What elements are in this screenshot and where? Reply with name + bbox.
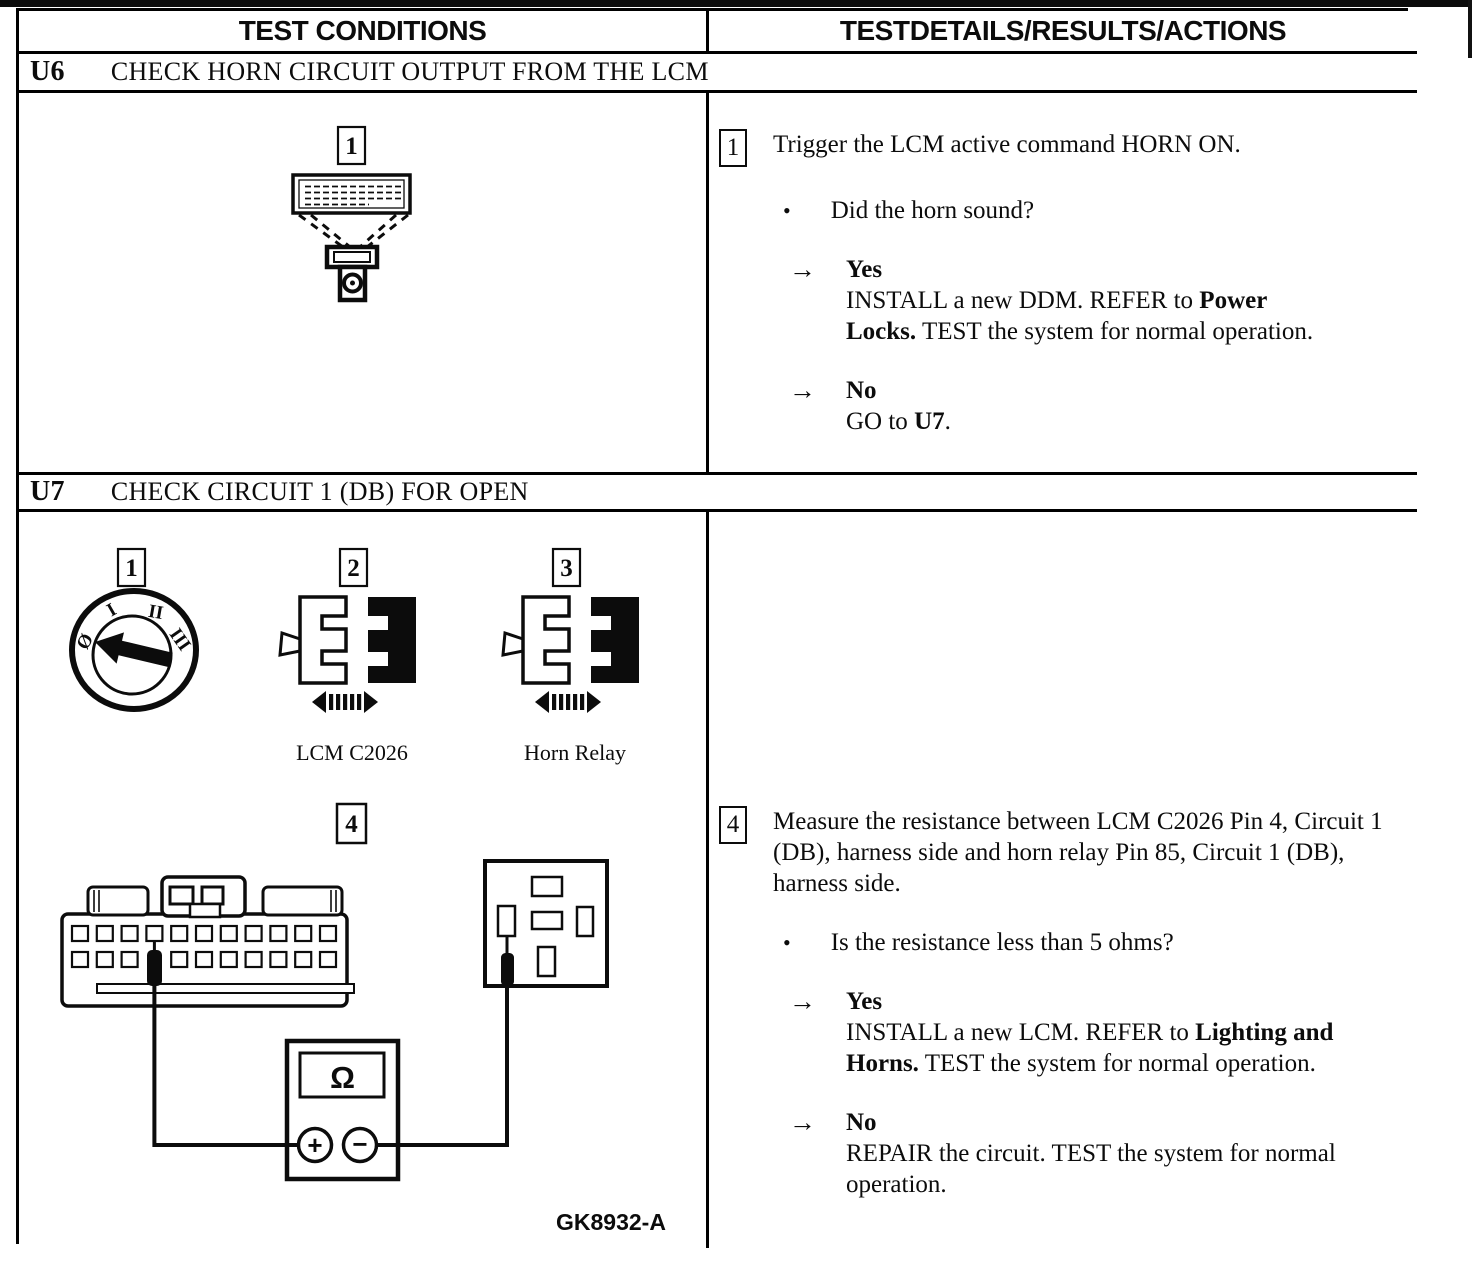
- u6-step-1-row: [719, 129, 1417, 167]
- arrow-icon: →: [789, 375, 816, 405]
- header-test-details-label: TEST DETAILS/RESULTS/ACTIONS: [839, 15, 1287, 46]
- ignition-position-start: III: [164, 624, 195, 655]
- u7-question-text: Is the resistance less than 5 ohms?: [830, 929, 1174, 956]
- u7-no-body: [846, 1107, 1338, 1200]
- ignition-position-run: II: [146, 600, 165, 625]
- test-probe-icon: [147, 950, 162, 986]
- arrow-icon: →: [789, 254, 816, 284]
- u6-yes-label: Yes: [846, 256, 883, 283]
- pinpoint-test-table: [16, 8, 1408, 1244]
- horn-relay-connector-icon: [503, 597, 639, 713]
- meter-lead-left: [154, 984, 300, 1145]
- u7-yes-action-post: TEST the system for normal operation.: [918, 1050, 1316, 1077]
- ignition-pointer-arrow: [95, 632, 173, 667]
- scan-edge-artifact-top: [0, 0, 1472, 7]
- u7-no-action-pre: REPAIR the circuit. TEST the system for normal operation.: [846, 1140, 1336, 1198]
- u6-step-1-number-box: [719, 129, 747, 167]
- callout-3-number: 3: [560, 555, 573, 582]
- test-probe-icon: [501, 953, 514, 986]
- horn-icon: [327, 247, 377, 300]
- u7-actions-cell: [709, 512, 1417, 1248]
- arrow-icon: →: [789, 1107, 816, 1137]
- u6-no-label: No: [846, 377, 877, 404]
- u6-no-action-pre: GO to: [846, 408, 915, 435]
- u7-step-id: U7: [30, 476, 65, 507]
- u6-yes-body: [846, 254, 1338, 347]
- u7-step-4-instruction: Measure the resistance between LCM C2026 Pin 4, Circuit 1 (DB), harness side and horn relay Pin 85, Circuit 1 (DB), harness side.: [773, 808, 1383, 897]
- u7-yes-action-pre: INSTALL a new LCM. REFER to: [846, 1019, 1196, 1046]
- u7-yes-body: [846, 986, 1338, 1079]
- u6-no-action: [846, 406, 1338, 437]
- u7-no-action: [846, 1138, 1338, 1200]
- callout-1-number: 1: [125, 555, 138, 582]
- u7-no-branch: [789, 1107, 1417, 1200]
- projection-dashes: [299, 215, 408, 247]
- u6-step-id: U6: [30, 56, 65, 87]
- u7-step-4-number: 4: [726, 811, 740, 838]
- u6-question-row: [783, 195, 1417, 226]
- lcm-connector-icon: [280, 597, 416, 713]
- u6-no-body: [846, 375, 1338, 437]
- u6-question-text: Did the horn sound?: [830, 197, 1035, 224]
- minus-terminal-glyph: −: [352, 1129, 368, 1159]
- callout-1-number: 1: [345, 133, 358, 160]
- u7-figure-cell: [19, 512, 709, 1248]
- u7-yes-action-bold: Lighting and Horns.: [846, 1019, 1334, 1077]
- ignition-position-off: Ø: [72, 630, 99, 654]
- u7-step-title: CHECK CIRCUIT 1 (DB) FOR OPEN: [110, 477, 529, 506]
- callout-2-number: 2: [347, 555, 360, 582]
- circuit-check-figure: [19, 512, 706, 1243]
- lcm-connector-label: LCM C2026: [296, 740, 408, 765]
- u6-step-title: CHECK HORN CIRCUIT OUTPUT FROM THE LCM: [110, 57, 709, 86]
- u7-step-4-row: [719, 806, 1417, 899]
- u6-step-1-number: 1: [726, 134, 740, 161]
- ignition-position-acc: I: [103, 599, 121, 622]
- horn-label-plate: [293, 175, 410, 213]
- connector-latch: [503, 633, 523, 655]
- u6-step-1-instruction: Trigger the LCM active command HORN ON.: [773, 131, 1241, 158]
- header-test-conditions: [19, 11, 709, 51]
- u6-yes-action-bold: Power Locks.: [846, 287, 1267, 345]
- u6-title-row: [19, 51, 1417, 93]
- u6-yes-action: [846, 285, 1338, 347]
- u6-no-branch: [789, 375, 1417, 437]
- header-test-conditions-label: TEST CONDITIONS: [238, 15, 487, 46]
- connector-latch: [280, 633, 300, 655]
- u7-no-label: No: [846, 1109, 877, 1136]
- plus-terminal-glyph: +: [307, 1130, 323, 1160]
- u7-step-4-number-box: [719, 806, 747, 844]
- u6-yes-action-post: TEST the system for normal operation.: [916, 318, 1314, 345]
- u7-yes-action: [846, 1017, 1338, 1079]
- u7-question-row: [783, 927, 1417, 958]
- u6-yes-action-pre: INSTALL a new DDM. REFER to: [846, 287, 1200, 314]
- u6-no-action-post: .: [944, 408, 951, 435]
- u7-yes-label: Yes: [846, 988, 883, 1015]
- horn-test-figure: [19, 93, 706, 472]
- horn-relay-socket-diagram: [485, 861, 607, 986]
- ohms-symbol: Ω: [330, 1060, 355, 1095]
- horn-relay-label: Horn Relay: [523, 740, 627, 765]
- bullet-icon: •: [783, 198, 791, 223]
- header-test-details: [709, 11, 1417, 51]
- bullet-icon: •: [783, 930, 791, 955]
- u6-yes-branch: [789, 254, 1417, 347]
- u7-yes-branch: [789, 986, 1417, 1079]
- callout-4-number: 4: [345, 811, 358, 838]
- u7-title-row: [19, 472, 1417, 512]
- figure-code: GK8932-A: [556, 1209, 666, 1235]
- lcm-harness-connector-diagram: [62, 877, 354, 1006]
- u6-actions-cell: [709, 93, 1417, 472]
- u6-no-action-bold: U7: [914, 408, 945, 435]
- scan-edge-artifact-right: [1468, 0, 1472, 58]
- u6-figure-cell: [19, 93, 709, 472]
- disconnect-arrow-icon: [312, 691, 378, 713]
- arrow-icon: →: [789, 986, 816, 1016]
- disconnect-arrow-icon: [535, 691, 601, 713]
